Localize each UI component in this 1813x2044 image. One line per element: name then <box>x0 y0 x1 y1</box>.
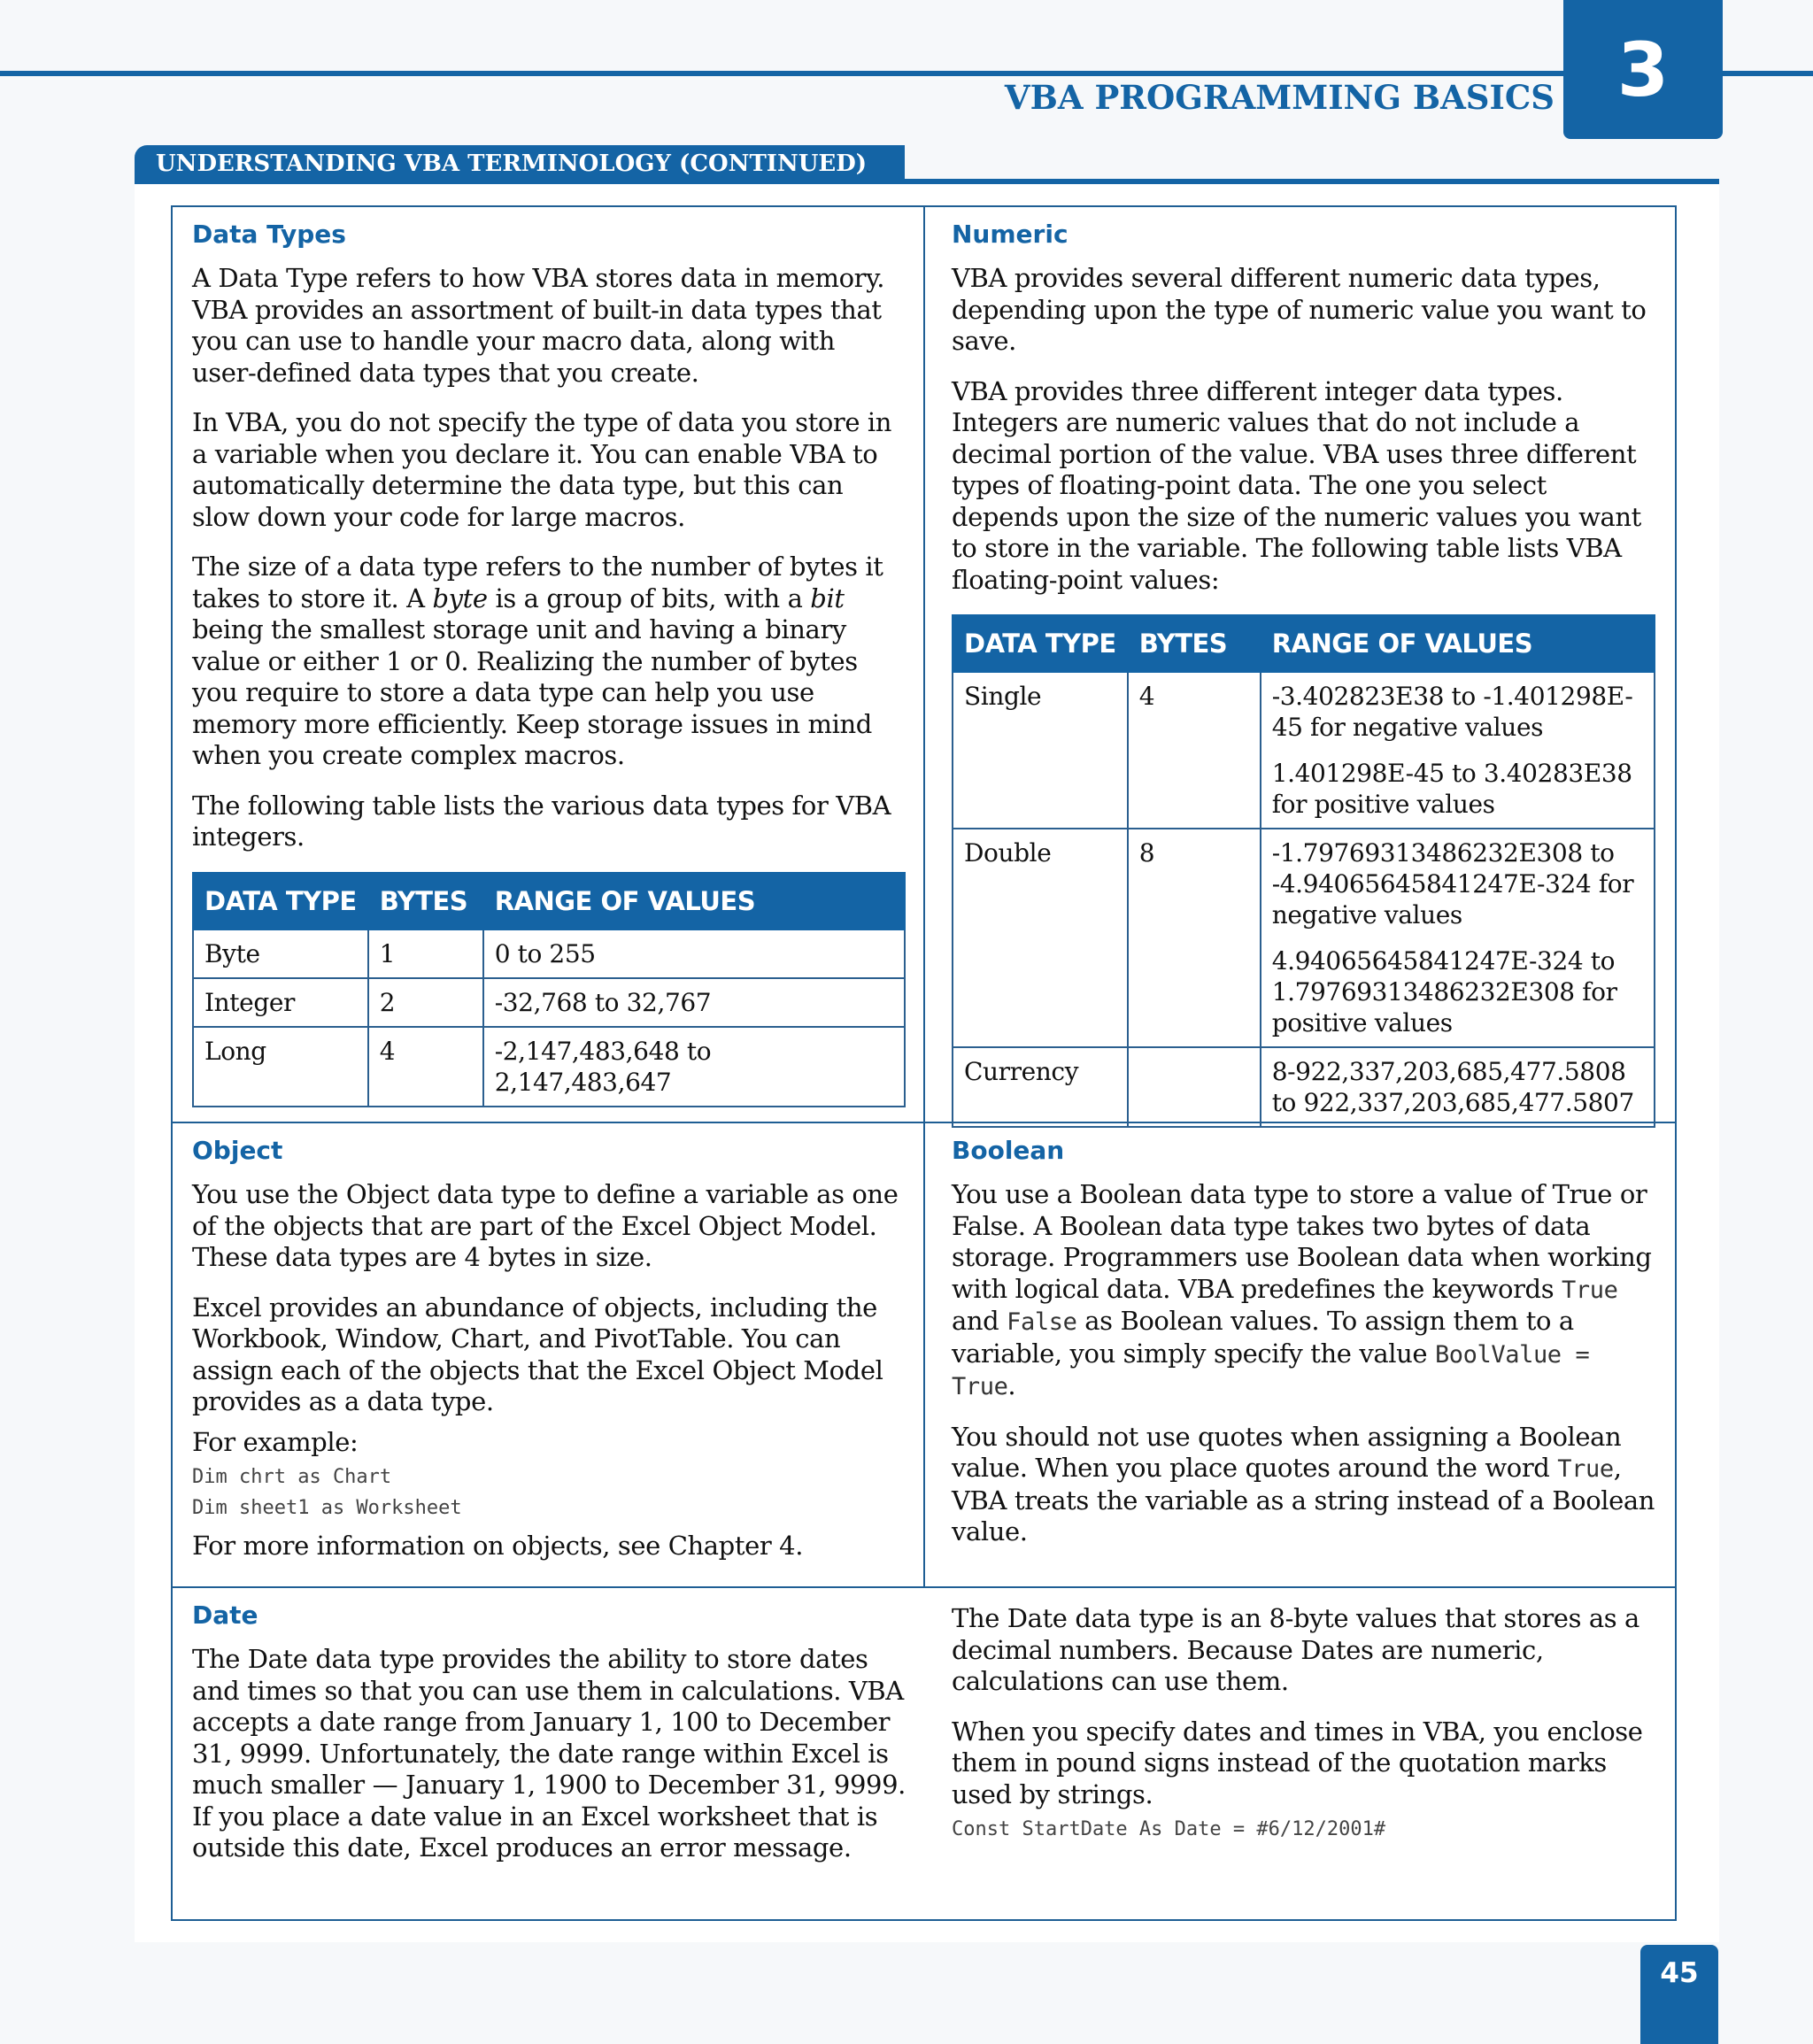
boolean-p1: You use a Boolean data type to store a value of True or False. A Boolean data type takes two bytes of data storage. Programmers use Boolean data when working with logical data. VBA predefines the keywords True and False as Boolean values. To assign them to a variable, you simply specify the value BoolValue = True. <box>952 1179 1652 1400</box>
cell-range <box>1261 1047 1655 1127</box>
data-types-heading: Data Types <box>192 220 346 249</box>
cell-type: Integer <box>193 978 368 1027</box>
cell-type: Currency <box>953 1047 1128 1127</box>
top-rule-right <box>1722 71 1813 76</box>
date-p3: When you specify dates and times in VBA, you enclose them in pound signs instead of the quotation marks used by strings. <box>952 1716 1643 1809</box>
data-types-p2: In VBA, you do not specify the type of data you store in a variable when you declare it. You can enable VBA to automatically determine the data type, but this can slow down your code for large macros. <box>192 407 892 532</box>
table-row <box>193 978 905 1027</box>
integer-types-table <box>192 872 906 1107</box>
table-row <box>193 1027 905 1107</box>
code-line-1: Dim chrt as Chart <box>192 1466 392 1488</box>
range-negative: -1.79769313486232E308 to -4.94065645841247E-324 for negative values <box>1271 838 1634 929</box>
keyword-false: False <box>1007 1308 1077 1336</box>
range-positive: 4.94065645841247E-324 to 1.79769313486232E308 for positive values <box>1271 946 1617 1037</box>
row-divider-2 <box>173 1586 1675 1588</box>
object-p1: You use the Object data type to define a variable as one of the objects that are part of the Excel Object Model. These data types are 4 bytes in size. <box>192 1179 899 1272</box>
data-types-p1: A Data Type refers to how VBA stores data in memory. VBA provides an assortment of built-in data types that you can use to handle your macro data, along with user-defined data types that you create. <box>192 263 885 388</box>
numeric-heading: Numeric <box>952 220 1069 249</box>
date-section <box>192 1600 906 1883</box>
cell-type: Double <box>953 829 1128 1047</box>
date-p1: The Date data type provides the ability to store dates and times so that you can use them in calculations. VBA accepts a date range from January 1, 100 to December 31, 9999. Unfortunately, the date range within Excel is much smaller — January 1, 1900 to December 31, 9999. If you place a date value in an Excel worksheet that is outside this date, Excel produces an error message. <box>192 1644 906 1863</box>
cell-bytes: 1 <box>368 929 483 978</box>
object-heading: Object <box>192 1136 283 1165</box>
range-negative: -3.402823E38 to -1.401298E-45 for negative values <box>1271 682 1633 742</box>
data-types-p4: The following table lists the various data types for VBA integers. <box>192 790 891 852</box>
col-header-bytes: BYTES <box>1128 615 1261 672</box>
chapter-title: VBA PROGRAMMING BASICS <box>1004 78 1555 117</box>
col-header-bytes: BYTES <box>368 873 483 929</box>
floating-point-table <box>952 614 1655 1128</box>
data-types-section <box>192 219 906 1107</box>
cell-bytes: 2 <box>368 978 483 1027</box>
col-header-range: RANGE OF VALUES <box>483 873 905 929</box>
table-row <box>953 829 1655 1047</box>
table-row <box>193 929 905 978</box>
boolean-section <box>952 1135 1660 1567</box>
cell-range: -32,768 to 32,767 <box>483 978 905 1027</box>
object-p4: For more information on objects, see Chapter 4. <box>192 1531 804 1561</box>
numeric-p2: VBA provides three different integer data types. Integers are numeric values that do not include a decimal portion of the value. VBA uses three different types of floating-point data. The one you select depends upon the size of the numeric values you want to store in the variable. The following table lists VBA floating-point values: <box>952 375 1641 595</box>
content-grid <box>171 205 1677 1921</box>
range-positive: 1.401298E-45 to 3.40283E38 for positive values <box>1271 759 1632 819</box>
date-heading: Date <box>192 1600 258 1630</box>
cell-type: Long <box>193 1027 368 1107</box>
numeric-section <box>952 219 1655 1128</box>
cell-bytes: 8 <box>1128 829 1261 1047</box>
keyword-true-2: True <box>1557 1455 1614 1483</box>
cell-bytes: 4 <box>1128 672 1261 829</box>
cell-range <box>1261 829 1655 1047</box>
range-values: 8-922,337,203,685,477.5808 to 922,337,203,685,477.5807 <box>1271 1057 1634 1117</box>
numeric-p1: VBA provides several different numeric data types, depending upon the type of numeric value you want to save. <box>952 263 1647 356</box>
data-types-p3: The size of a data type refers to the number of bytes it takes to store it. A byte is a group of bits, with a bit being the smallest storage unit and having a binary value or either 1 or 0. Realizing the number of bytes you require to store a data type can help you use memory more efficiently. Keep storage issues in mind when you create complex macros. <box>192 551 883 770</box>
page-number: 45 <box>1640 1945 1718 2044</box>
object-section <box>192 1135 906 1581</box>
object-p3: For example: <box>192 1426 359 1457</box>
boolean-p2: You should not use quotes when assigning a Boolean value. When you place quotes around the word True, VBA treats the variable as a string instead of a Boolean value. <box>952 1421 1655 1546</box>
date-p2: The Date data type is an 8-byte values that stores as a decimal numbers. Because Dates are numeric, calculations can use them. <box>952 1603 1639 1696</box>
date-code-line: Const StartDate As Date = #6/12/2001# <box>952 1818 1386 1840</box>
cell-range: -2,147,483,648 to 2,147,483,647 <box>483 1027 905 1107</box>
term-byte: byte <box>432 582 488 613</box>
cell-type: Single <box>953 672 1128 829</box>
cell-bytes: 4 <box>368 1027 483 1107</box>
table-header-row <box>193 873 905 929</box>
col-header-data-type: DATA TYPE <box>953 615 1128 672</box>
object-p2: Excel provides an abundance of objects, including the Workbook, Window, Chart, and PivotTable. You can assign each of the objects that the Excel Object Model provides as a data type. <box>192 1292 883 1416</box>
column-divider <box>923 207 925 1586</box>
top-rule <box>0 71 1565 76</box>
term-bit: bit <box>810 582 845 613</box>
table-row <box>953 672 1655 829</box>
boolean-heading: Boolean <box>952 1136 1065 1165</box>
table-row <box>953 1047 1655 1127</box>
cell-type: Byte <box>193 929 368 978</box>
cell-range <box>1261 672 1655 829</box>
col-header-data-type: DATA TYPE <box>193 873 368 929</box>
code-line-2: Dim sheet1 as Worksheet <box>192 1497 462 1519</box>
section-title: UNDERSTANDING VBA TERMINOLOGY (CONTINUED) <box>135 145 905 182</box>
table-header-row <box>953 615 1655 672</box>
col-header-range: RANGE OF VALUES <box>1261 615 1655 672</box>
keyword-boolvalue: BoolValue = True <box>952 1340 1590 1400</box>
keyword-true: True <box>1562 1276 1618 1304</box>
cell-bytes <box>1128 1047 1261 1127</box>
date-continued-section <box>952 1603 1660 1845</box>
cell-range: 0 to 255 <box>483 929 905 978</box>
chapter-number-badge: 3 <box>1563 0 1723 139</box>
